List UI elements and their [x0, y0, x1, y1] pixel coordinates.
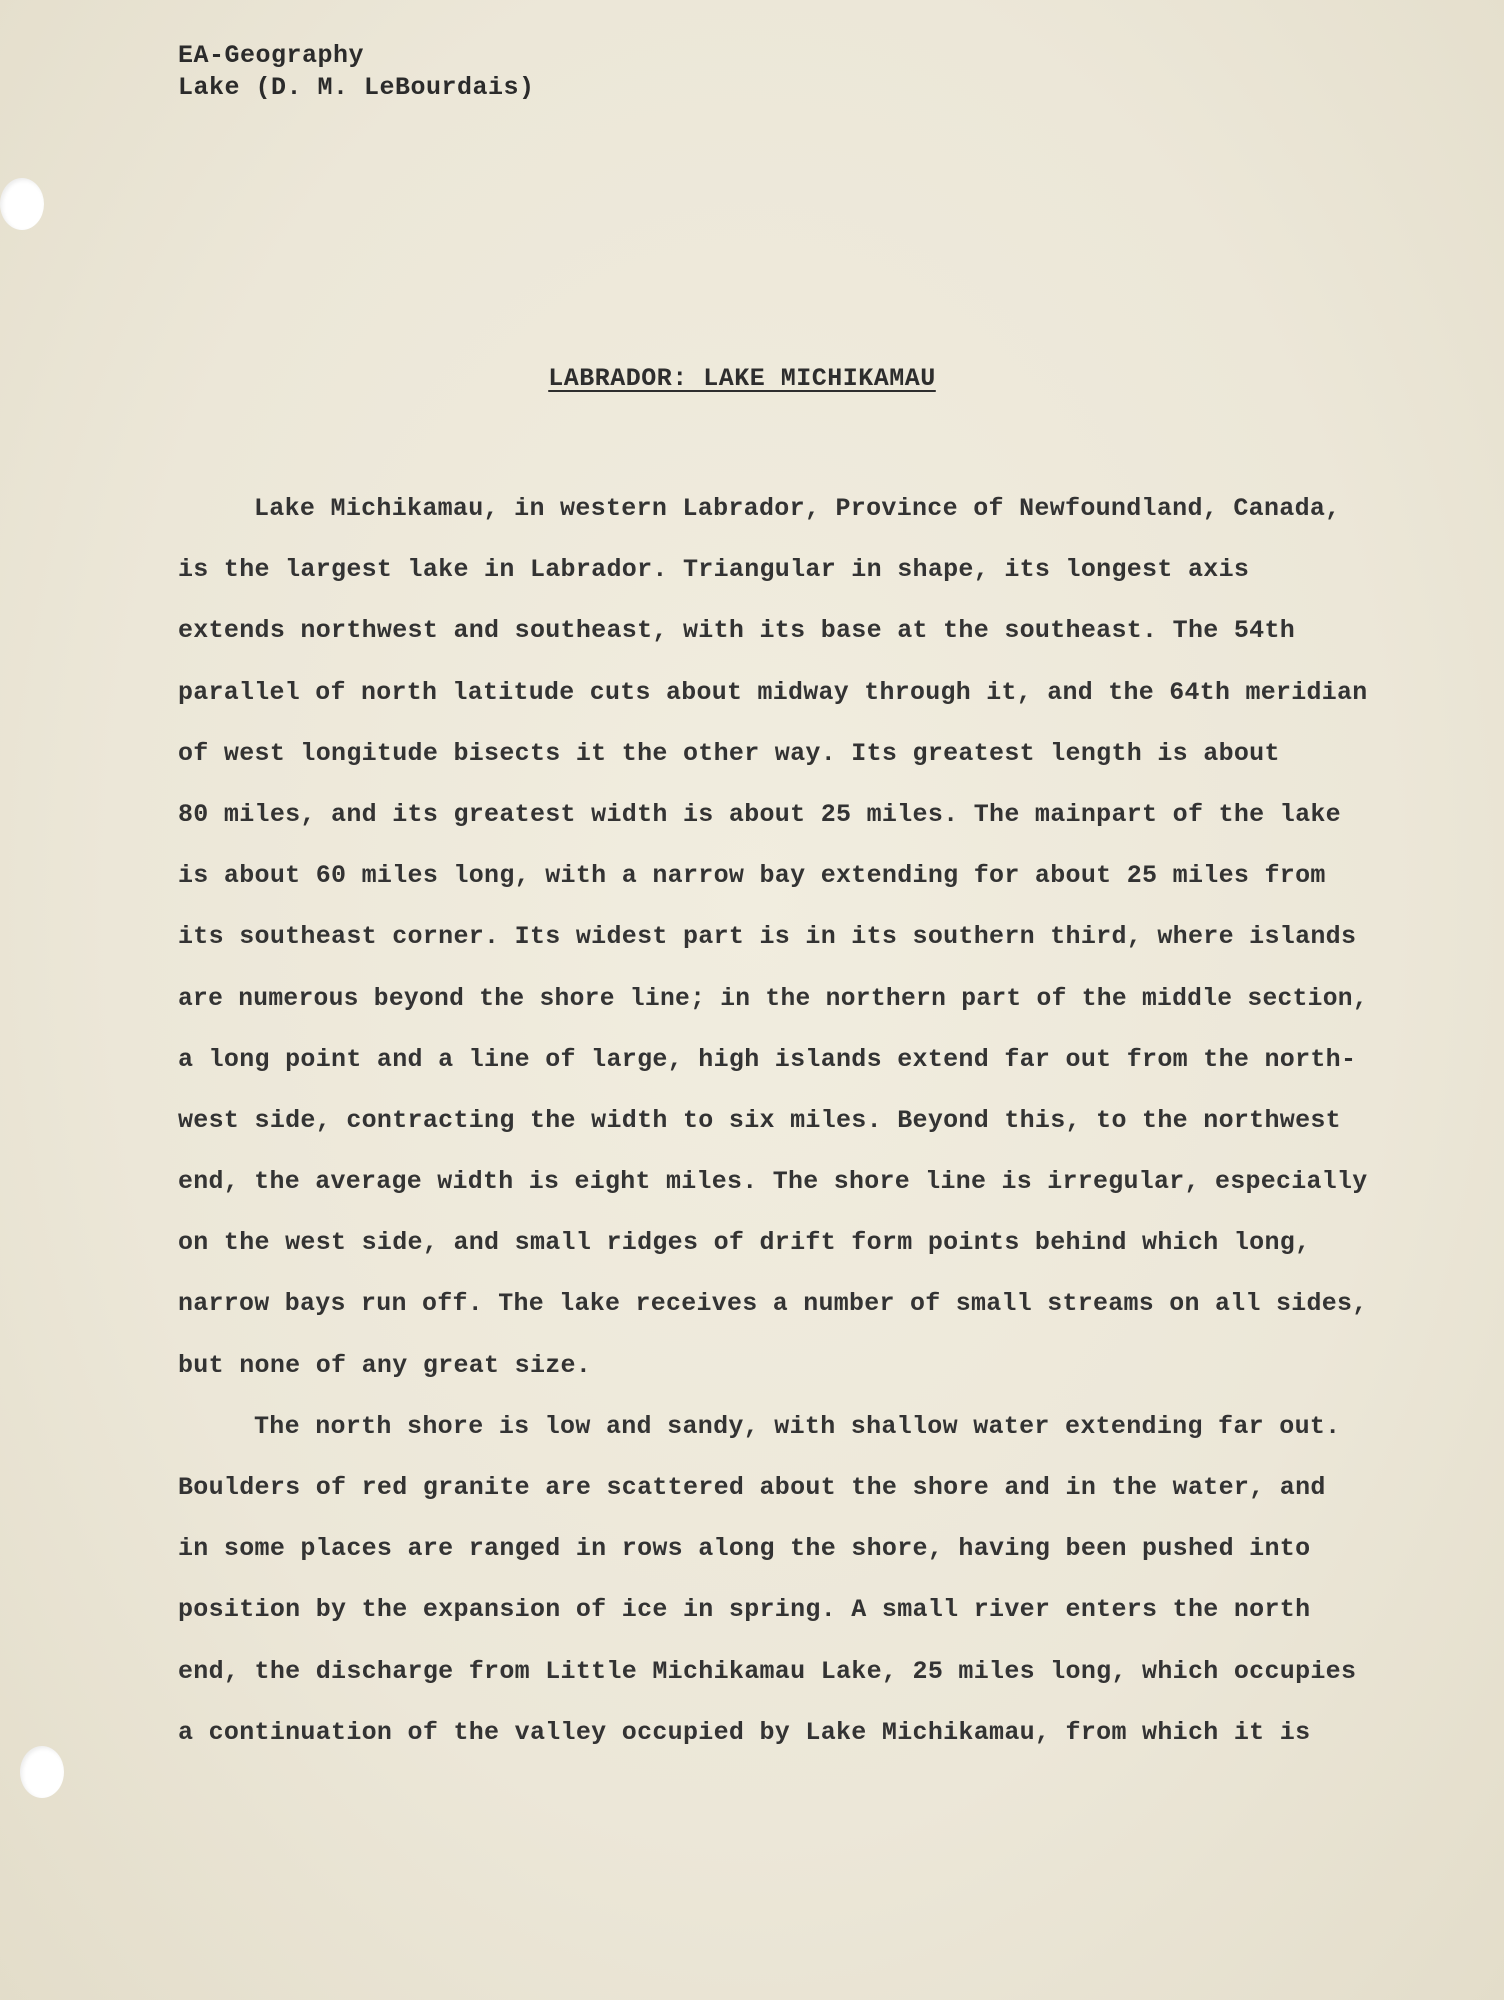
text-line: a continuation of the valley occupied by Lake Michikamau, from which it is [178, 1717, 1311, 1747]
document-title-text: LABRADOR: LAKE MICHIKAMAU [548, 364, 936, 393]
text-line: position by the expansion of ice in spring. A small river enters the north [178, 1595, 1311, 1625]
document-title [0, 364, 1504, 393]
text-line: a long point and a line of large, high islands extend far out from the north- [178, 1044, 1357, 1074]
text-line: parallel of north latitude cuts about midway through it, and the 64th meridian [178, 677, 1368, 707]
punch-hole [0, 178, 44, 230]
text-line: is about 60 miles long, with a narrow bay extending for about 25 miles from [178, 861, 1326, 891]
text-line: 80 miles, and its greatest width is about 25 miles. The mainpart of the lake [178, 799, 1341, 829]
text-line: are numerous beyond the shore line; in the northern part of the middle section, [178, 983, 1368, 1013]
text-line: narrow bays run off. The lake receives a number of small streams on all sides, [178, 1289, 1368, 1319]
text-line: extends northwest and southeast, with its base at the southeast. The 54th [178, 616, 1296, 646]
text-line: in some places are ranged in rows along the shore, having been pushed into [178, 1534, 1311, 1564]
text-line: but none of any great size. [178, 1350, 592, 1380]
text-line: is the largest lake in Labrador. Triangular in shape, its longest axis [178, 555, 1250, 585]
text-line: end, the average width is eight miles. The shore line is irregular, especially [178, 1167, 1368, 1197]
text-line: end, the discharge from Little Michikamau Lake, 25 miles long, which occupies [178, 1656, 1357, 1686]
text-line: Boulders of red granite are scattered about the shore and in the water, and [178, 1473, 1326, 1502]
header-author: Lake (D. M. LeBourdais) [178, 73, 535, 102]
text-line: its southeast corner. Its widest part is in its southern third, where islands [178, 922, 1357, 952]
text-line: west side, contracting the width to six miles. Beyond this, to the northwest [178, 1105, 1341, 1135]
text-line: on the west side, and small ridges of drift form points behind which long, [178, 1228, 1311, 1258]
document-body [178, 478, 1378, 1763]
document-header [178, 40, 535, 104]
punch-hole [20, 1746, 64, 1798]
header-subject: EA-Geography [178, 41, 365, 70]
text-line: Lake Michikamau, in western Labrador, Province of Newfoundland, Canada, [254, 494, 1341, 523]
text-line: The north shore is low and sandy, with shallow water extending far out. [254, 1411, 1341, 1441]
text-line: of west longitude bisects it the other way. Its greatest length is about [178, 738, 1280, 768]
